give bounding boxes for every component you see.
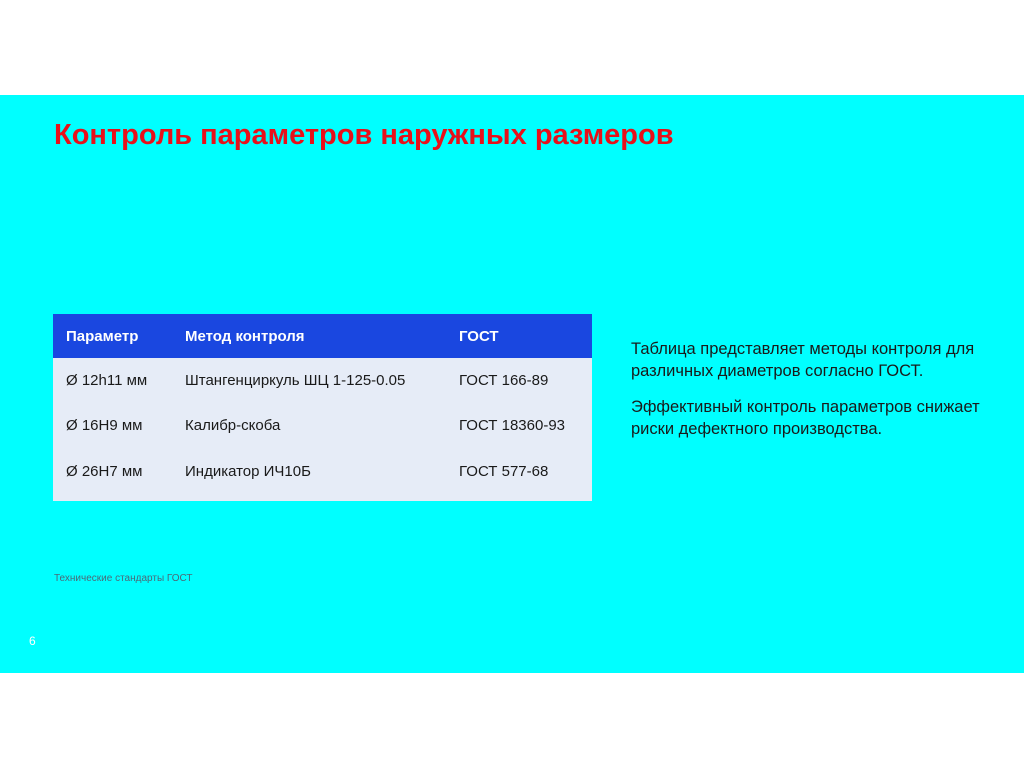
cell-gost: ГОСТ 166-89 [446, 358, 592, 403]
table-header-row [53, 314, 592, 358]
cell-gost: ГОСТ 18360-93 [446, 403, 592, 448]
cell-method: Штангенциркуль ШЦ 1-125-0.05 [172, 358, 446, 403]
description [631, 338, 1001, 454]
table-row [53, 403, 592, 448]
header-gost: ГОСТ [446, 314, 592, 358]
cell-method: Калибр-скоба [172, 403, 446, 448]
description-paragraph-1: Таблица представляет методы контроля для различных диаметров согласно ГОСТ. [631, 340, 975, 380]
table-row [53, 358, 592, 403]
slide-title: Контроль параметров наружных размеров [54, 119, 674, 151]
page-number: 6 [29, 634, 36, 648]
header-parameter: Параметр [53, 314, 172, 358]
header-method: Метод контроля [172, 314, 446, 358]
cell-parameter: Ø 16H9 мм [53, 403, 172, 448]
table-row [53, 448, 592, 501]
slide [0, 95, 1024, 673]
cell-parameter: Ø 12h11 мм [53, 358, 172, 403]
cell-gost: ГОСТ 577-68 [446, 448, 592, 501]
footer-note: Технические стандарты ГОСТ [54, 573, 193, 584]
cell-parameter: Ø 26H7 мм [53, 448, 172, 501]
gost-table [53, 314, 592, 501]
description-paragraph-2: Эффективный контроль параметров снижает риски дефектного производства. [631, 398, 980, 438]
cell-method: Индикатор ИЧ10Б [172, 448, 446, 501]
